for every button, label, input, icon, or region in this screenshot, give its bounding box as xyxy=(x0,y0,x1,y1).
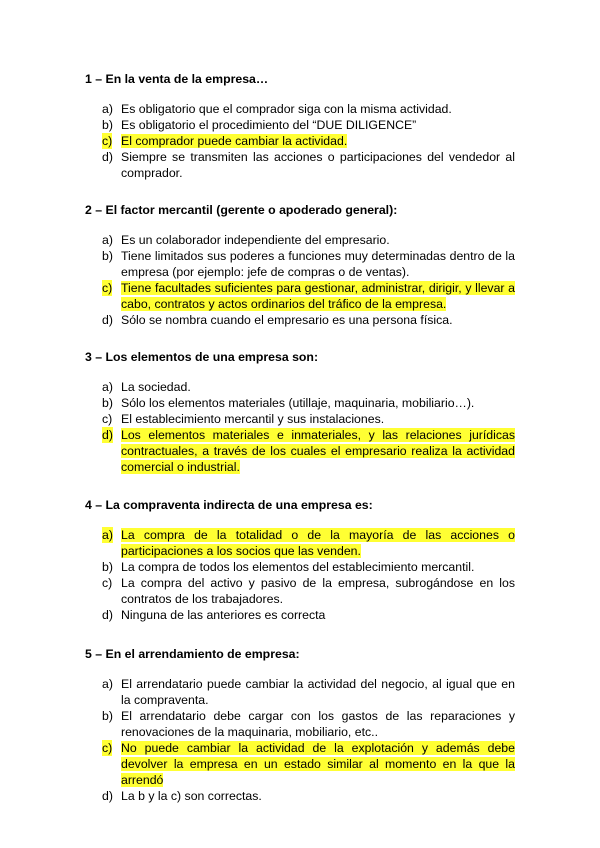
option-letter: b) xyxy=(102,396,113,410)
option-letter: d) xyxy=(102,150,113,164)
option-letter: b) xyxy=(102,118,113,132)
option-d xyxy=(85,312,515,328)
question-3 xyxy=(85,350,515,475)
option-text: El arrendatario puede cambiar la actividad del negocio, al igual que en la compraventa. xyxy=(121,677,515,707)
option-text: La compra de todos los elementos del establecimiento mercantil. xyxy=(121,560,475,574)
option-b xyxy=(85,708,515,740)
option-text: Sólo se nombra cuando el empresario es una persona física. xyxy=(121,313,453,327)
option-letter: a) xyxy=(102,233,113,247)
option-text: Los elementos materiales e inmateriales, y las relaciones jurídicas contractuales, a través de los cuales el empresario realiza la actividad comercial o industrial. xyxy=(121,428,515,474)
option-b xyxy=(85,117,515,133)
question-title: 3 – Los elementos de una empresa son: xyxy=(85,350,319,364)
option-b xyxy=(85,559,515,575)
option-text: Siempre se transmiten las acciones o participaciones del vendedor al comprador. xyxy=(121,150,515,180)
option-text: Es obligatorio el procedimiento del “DUE DILIGENCE” xyxy=(121,118,417,132)
option-text: Sólo los elementos materiales (utillaje, maquinaria, mobiliario…). xyxy=(121,396,475,410)
option-list xyxy=(85,101,515,181)
option-text: Es obligatorio que el comprador siga con la misma actividad. xyxy=(121,102,452,116)
option-c xyxy=(85,575,515,607)
question-1 xyxy=(85,72,515,181)
option-letter: d) xyxy=(102,428,113,442)
question-title: 2 – El factor mercantil (gerente o apoderado general): xyxy=(85,203,398,217)
option-text: Tiene facultades suficientes para gestionar, administrar, dirigir, y llevar a cabo, contratos y actos ordinarios del tráfico de la empresa. xyxy=(121,281,515,311)
option-text: No puede cambiar la actividad de la explotación y además debe devolver la empresa en un estado similar al momento en la que la arrendó xyxy=(121,741,515,787)
option-letter: a) xyxy=(102,677,113,691)
option-d xyxy=(85,149,515,181)
question-title: 1 – En la venta de la empresa… xyxy=(85,72,269,86)
option-list xyxy=(85,676,515,804)
option-letter: a) xyxy=(102,102,113,116)
option-letter: b) xyxy=(102,249,113,263)
option-c-highlighted xyxy=(85,740,515,788)
question-2 xyxy=(85,203,515,328)
option-letter: a) xyxy=(102,528,113,542)
option-d xyxy=(85,788,515,804)
option-c-highlighted xyxy=(85,133,515,149)
option-b xyxy=(85,395,515,411)
option-letter: b) xyxy=(102,709,113,723)
option-letter: d) xyxy=(102,789,113,803)
option-text: La sociedad. xyxy=(121,380,191,394)
option-text: La compra del activo y pasivo de la empresa, subrogándose en los contratos de los trabajadores. xyxy=(121,576,515,606)
question-4 xyxy=(85,498,515,623)
option-text: Ninguna de las anteriores es correcta xyxy=(121,608,326,622)
option-a xyxy=(85,101,515,117)
option-text: El comprador puede cambiar la actividad. xyxy=(121,134,348,148)
question-title: 4 – La compraventa indirecta de una empresa es: xyxy=(85,498,373,512)
option-a xyxy=(85,379,515,395)
option-letter: c) xyxy=(102,576,113,590)
option-letter: c) xyxy=(102,741,113,755)
option-text: La b y la c) son correctas. xyxy=(121,789,262,803)
option-a xyxy=(85,232,515,248)
option-b xyxy=(85,248,515,280)
option-letter: d) xyxy=(102,608,113,622)
option-a xyxy=(85,676,515,708)
option-text: La compra de la totalidad o de la mayoría de las acciones o participaciones a los socios que las venden. xyxy=(121,528,515,558)
question-5 xyxy=(85,647,515,804)
option-text: Tiene limitados sus poderes a funciones muy determinadas dentro de la empresa (por ejemplo: jefe de compras o de ventas). xyxy=(121,249,515,279)
option-letter: c) xyxy=(102,412,113,426)
option-text: Es un colaborador independiente del empresario. xyxy=(121,233,390,247)
option-letter: c) xyxy=(102,281,113,295)
option-list xyxy=(85,527,515,623)
option-text: El establecimiento mercantil y sus instalaciones. xyxy=(121,412,385,426)
option-c xyxy=(85,411,515,427)
question-title: 5 – En el arrendamiento de empresa: xyxy=(85,647,300,661)
option-text: El arrendatario debe cargar con los gastos de las reparaciones y renovaciones de la maquinaria, mobiliario, etc.. xyxy=(121,709,515,739)
option-d-highlighted xyxy=(85,427,515,475)
option-letter: a) xyxy=(102,380,113,394)
option-letter: d) xyxy=(102,313,113,327)
option-letter: b) xyxy=(102,560,113,574)
option-a-highlighted xyxy=(85,527,515,559)
option-d xyxy=(85,607,515,623)
option-c-highlighted xyxy=(85,280,515,312)
option-list xyxy=(85,232,515,328)
option-list xyxy=(85,379,515,475)
option-letter: c) xyxy=(102,134,113,148)
